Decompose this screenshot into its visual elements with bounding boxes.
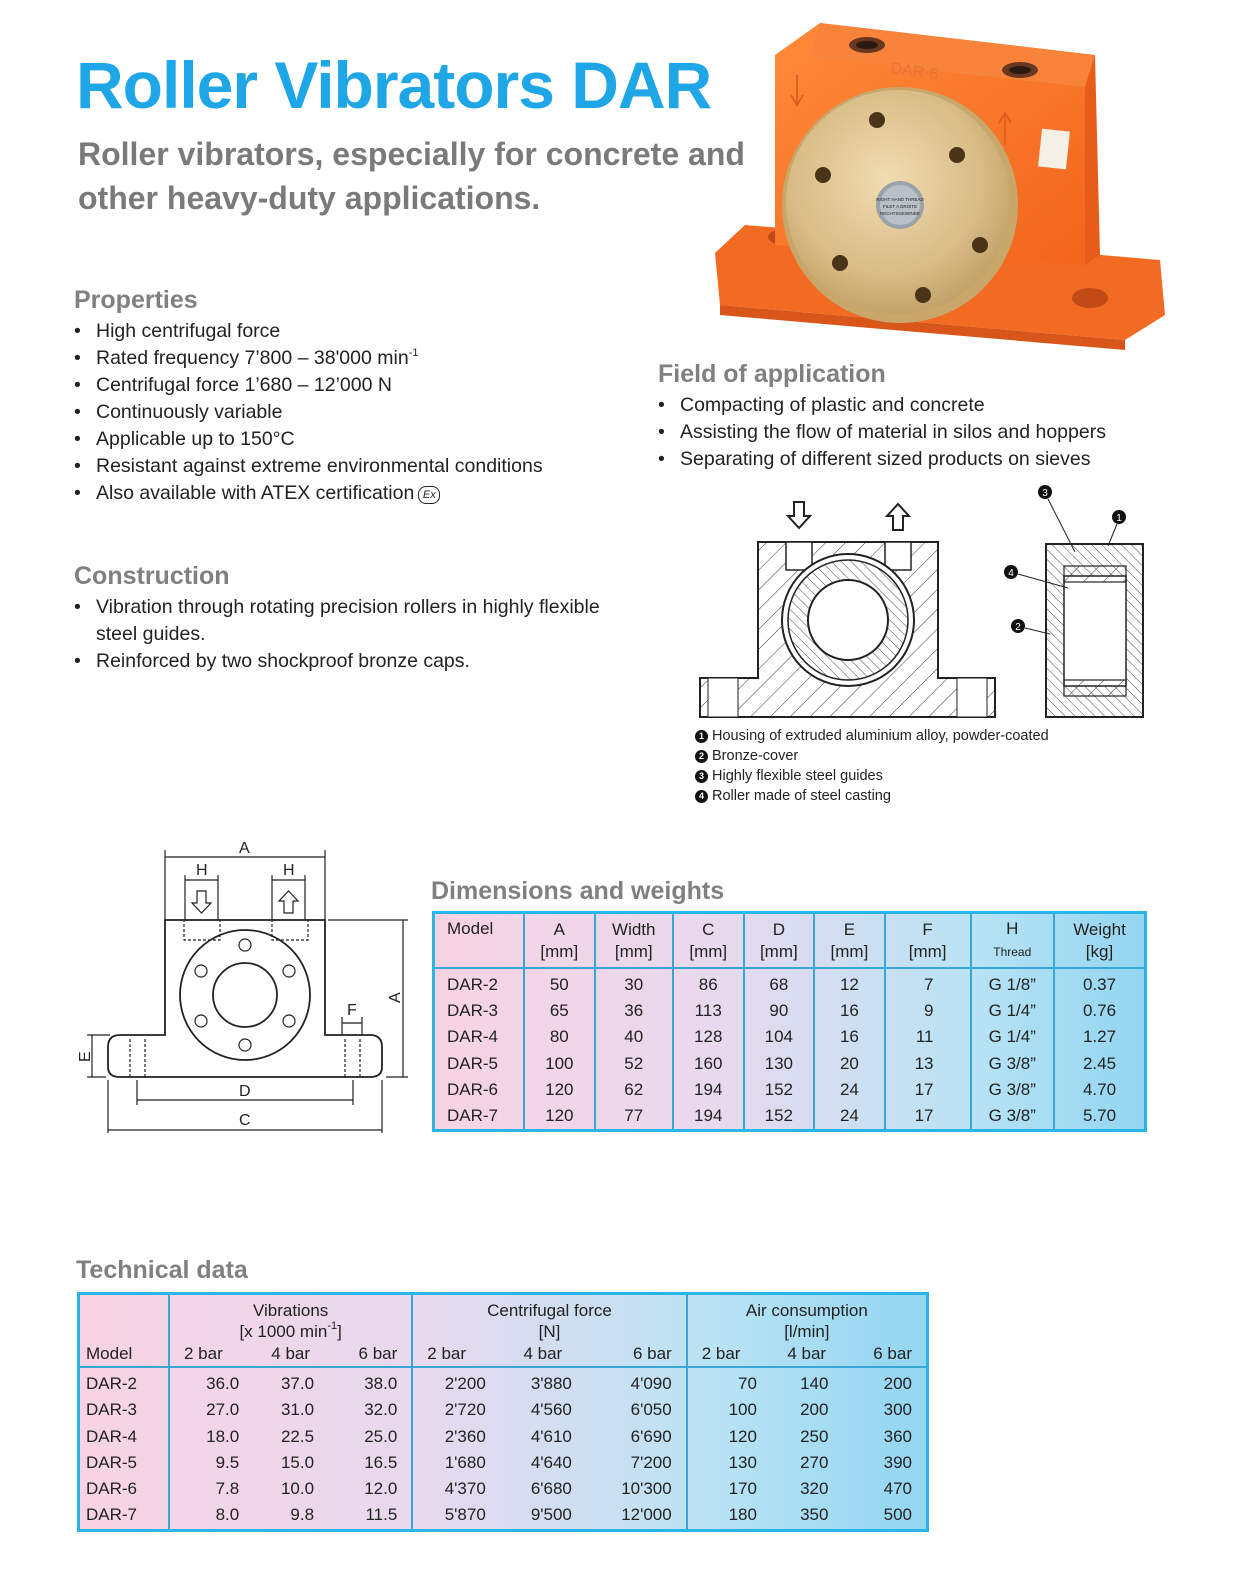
- col-pressure: 6 bar: [586, 1342, 687, 1367]
- table-cell: 130: [744, 1051, 815, 1077]
- label-e: E: [77, 1051, 94, 1062]
- table-cell: 120: [524, 1103, 595, 1131]
- list-item: • High centrifugal force: [74, 318, 634, 345]
- table-cell: 11: [885, 1024, 971, 1050]
- label-f: F: [347, 1002, 357, 1019]
- table-row: [79, 1424, 928, 1450]
- table-cell: 130: [728, 1452, 757, 1472]
- svg-text:1: 1: [1116, 513, 1122, 524]
- list-item: • Applicable up to 150°C: [74, 426, 634, 453]
- list-item: • Also available with ATEX certification Ex: [74, 480, 634, 507]
- table-cell: 90: [744, 998, 815, 1024]
- table-cell: 160: [673, 1051, 744, 1077]
- frequency-superscript: -1: [408, 347, 419, 359]
- table-cell: G 1/4”: [971, 1024, 1055, 1050]
- table-cell: 1'680: [444, 1452, 486, 1472]
- table-cell: 12: [814, 968, 885, 998]
- table-cell: DAR-5: [434, 1051, 525, 1077]
- col-pressure: 2 bar: [687, 1342, 771, 1367]
- page-subtitle: Roller vibrators, especially for concrete and other heavy-duty applications.: [78, 136, 745, 216]
- table-cell: 360: [883, 1426, 912, 1446]
- table-cell: 350: [800, 1505, 829, 1525]
- table-cell: 62: [595, 1077, 673, 1103]
- table-cell: 7'200: [586, 1450, 687, 1476]
- dimensions-table: [432, 911, 1147, 1132]
- table-cell: 113: [673, 998, 744, 1024]
- technical-heading: Technical data: [76, 1256, 248, 1284]
- table-cell: 25.0: [328, 1424, 412, 1450]
- table-row: [434, 1024, 1146, 1050]
- table-cell: 180: [728, 1505, 757, 1525]
- table-cell: 8.0: [215, 1505, 240, 1525]
- construction-list: [74, 594, 634, 675]
- table-cell: 2'720: [444, 1400, 486, 1420]
- field-of-application-section: [658, 359, 1218, 473]
- table-cell: 7.8: [215, 1479, 240, 1499]
- table-cell: 4'370: [444, 1479, 486, 1499]
- table-row: [79, 1450, 928, 1476]
- table-cell: 100: [728, 1400, 757, 1420]
- properties-section: [74, 285, 634, 507]
- group-centrifugal-force: Centrifugal force [N]: [412, 1294, 686, 1343]
- cross-section-drawing: [690, 480, 1160, 725]
- table-cell: 320: [800, 1479, 829, 1499]
- table-cell: 152: [744, 1077, 815, 1103]
- table-cell: DAR-4: [434, 1024, 525, 1050]
- table-cell: 1.27: [1082, 1027, 1117, 1047]
- table-cell: G 3/8”: [971, 1077, 1055, 1103]
- product-photo: [705, 15, 1185, 360]
- list-item: • Vibration through rotating precision rollers in highly flexible steel guides.: [74, 594, 616, 648]
- table-cell: 24: [814, 1103, 885, 1131]
- table-cell: 65: [524, 998, 595, 1024]
- table-cell: 24: [814, 1077, 885, 1103]
- table-cell: 22.5: [280, 1426, 315, 1446]
- table-cell: 152: [744, 1103, 815, 1131]
- table-cell: 27.0: [206, 1400, 240, 1420]
- table-cell: 40: [595, 1024, 673, 1050]
- table-cell: 120: [728, 1426, 757, 1446]
- table-cell: 52: [595, 1051, 673, 1077]
- table-cell: G 3/8”: [971, 1103, 1055, 1131]
- table-cell: 32.0: [328, 1397, 412, 1423]
- field-list: [658, 392, 1218, 473]
- atex-ex-icon: Ex: [418, 486, 440, 504]
- label-a-top: A: [239, 840, 250, 857]
- table-cell: G 1/4”: [971, 998, 1055, 1024]
- table-cell: 390: [883, 1452, 912, 1472]
- col-h: H Thread: [971, 913, 1055, 969]
- table-cell: 140: [800, 1374, 829, 1393]
- cap-label-3: RECHTSGEWINDE: [879, 211, 921, 216]
- list-item: • Reinforced by two shockproof bronze caps.: [74, 648, 634, 675]
- legend-item: 4 Roller made of steel casting: [695, 786, 1115, 806]
- table-cell: 4'610: [530, 1426, 572, 1446]
- col-width: Width [mm]: [595, 913, 673, 969]
- table-cell: 5.70: [1082, 1106, 1117, 1126]
- cap-label-2: FILET A DROITE: [882, 204, 918, 209]
- table-cell: 270: [800, 1452, 829, 1472]
- table-cell: 300: [883, 1400, 912, 1420]
- table-cell: 30: [595, 968, 673, 998]
- table-cell: 120: [524, 1077, 595, 1103]
- list-item: • Separating of different sized products on sieves: [658, 446, 1218, 473]
- table-cell: 16.5: [328, 1450, 412, 1476]
- table-row: [434, 968, 1146, 998]
- col-pressure: 6 bar: [328, 1342, 412, 1367]
- construction-section: [74, 561, 634, 675]
- table-cell: 6'690: [586, 1424, 687, 1450]
- table-cell: 17: [885, 1077, 971, 1103]
- label-c: C: [239, 1112, 251, 1129]
- table-cell: 2'360: [444, 1426, 486, 1446]
- table-cell: 6'680: [530, 1479, 572, 1499]
- drawing-legend: [695, 726, 1115, 806]
- table-cell: 36.0: [206, 1374, 240, 1393]
- table-cell: 18.0: [206, 1426, 240, 1446]
- table-cell: 104: [744, 1024, 815, 1050]
- table-cell: DAR-7: [79, 1502, 170, 1530]
- table-cell: 4'640: [530, 1452, 572, 1472]
- table-cell: DAR-7: [434, 1103, 525, 1131]
- table-cell: 128: [673, 1024, 744, 1050]
- table-cell: DAR-3: [79, 1397, 170, 1423]
- table-cell: 200: [883, 1374, 912, 1393]
- table-cell: DAR-6: [434, 1077, 525, 1103]
- table-row: [79, 1476, 928, 1502]
- table-cell: 2.45: [1082, 1053, 1117, 1073]
- col-weight: Weight [kg]: [1054, 913, 1146, 969]
- technical-table: [77, 1292, 929, 1532]
- col-model: Model: [434, 913, 525, 969]
- table-cell: 17: [885, 1103, 971, 1131]
- table-cell: 9.8: [290, 1505, 315, 1525]
- col-c: C [mm]: [673, 913, 744, 969]
- group-vibrations: Vibrations [x 1000 $\min^{-1}$]: [169, 1294, 412, 1343]
- col-model: Model: [79, 1342, 170, 1367]
- page-title: Roller Vibrators DAR: [76, 48, 712, 122]
- list-item: • Assisting the flow of material in silos and hoppers: [658, 419, 1218, 446]
- table-cell: 6'050: [586, 1397, 687, 1423]
- table-cell: 170: [728, 1479, 757, 1499]
- table-cell: 3'880: [530, 1374, 572, 1393]
- table-cell: 4'560: [530, 1400, 572, 1420]
- table-cell: 15.0: [280, 1452, 315, 1472]
- legend-item: 1 Housing of extruded aluminium alloy, powder-coated: [695, 726, 1115, 746]
- label-h-left: H: [196, 862, 208, 879]
- table-cell: 9.5: [215, 1452, 240, 1472]
- table-cell: 194: [673, 1103, 744, 1131]
- table-cell: 500: [883, 1505, 912, 1525]
- table-cell: 194: [673, 1077, 744, 1103]
- table-cell: DAR-4: [79, 1424, 170, 1450]
- legend-item: 2 Bronze-cover: [695, 746, 1115, 766]
- svg-text:4: 4: [1008, 568, 1014, 579]
- col-a: A [mm]: [524, 913, 595, 969]
- group-air-consumption: Air consumption [l/min]: [745, 1301, 868, 1341]
- table-cell: 4'090: [586, 1367, 687, 1397]
- callout-1: [1108, 510, 1126, 546]
- table-cell: 50: [524, 968, 595, 998]
- table-row: [434, 998, 1146, 1024]
- construction-heading: Construction: [74, 562, 230, 590]
- col-e: E [mm]: [814, 913, 885, 969]
- table-cell: 16: [814, 998, 885, 1024]
- col-pressure: 4 bar: [500, 1342, 586, 1367]
- label-d: D: [239, 1083, 251, 1100]
- table-cell: 2'200: [444, 1374, 486, 1393]
- table-cell: DAR-2: [434, 968, 525, 998]
- table-cell: 0.76: [1082, 1001, 1117, 1021]
- table-cell: 68: [744, 968, 815, 998]
- down-arrow-icon: [788, 502, 810, 528]
- table-cell: 250: [800, 1426, 829, 1446]
- list-item: • Centrifugal force 1’680 – 12’000 N: [74, 372, 634, 399]
- table-cell: DAR-5: [79, 1450, 170, 1476]
- dimension-drawing: [70, 835, 415, 1135]
- table-cell: 77: [595, 1103, 673, 1131]
- table-row: [79, 1502, 928, 1530]
- table-cell: 20: [814, 1051, 885, 1077]
- col-d: D [mm]: [744, 913, 815, 969]
- table-cell: G 3/8”: [971, 1051, 1055, 1077]
- properties-list: [74, 318, 634, 507]
- dimensions-heading: Dimensions and weights: [431, 877, 725, 905]
- table-cell: 13: [885, 1051, 971, 1077]
- label-a-side: A: [387, 992, 404, 1003]
- table-cell: G 1/8”: [971, 968, 1055, 998]
- col-pressure: 4 bar: [771, 1342, 843, 1367]
- table-row: [434, 1077, 1146, 1103]
- table-cell: 80: [524, 1024, 595, 1050]
- table-cell: 38.0: [328, 1367, 412, 1397]
- table-cell: 0.37: [1082, 975, 1117, 994]
- callout-3: [1038, 485, 1075, 552]
- label-h-right: H: [283, 862, 295, 879]
- col-pressure: 2 bar: [412, 1342, 500, 1367]
- callout-2: [1011, 619, 1050, 634]
- table-cell: 10.0: [280, 1479, 315, 1499]
- table-row: [79, 1397, 928, 1423]
- table-cell: 36: [595, 998, 673, 1024]
- list-item: • Compacting of plastic and concrete: [658, 392, 1218, 419]
- col-pressure: 6 bar: [842, 1342, 927, 1367]
- table-cell: 5'870: [444, 1505, 486, 1525]
- up-arrow-icon: [887, 504, 909, 530]
- legend-item: 3 Highly flexible steel guides: [695, 766, 1115, 786]
- table-cell: 9'500: [530, 1505, 572, 1525]
- col-f: F [mm]: [885, 913, 971, 969]
- table-cell: 70: [738, 1374, 757, 1393]
- table-cell: DAR-6: [79, 1476, 170, 1502]
- table-cell: 200: [800, 1400, 829, 1420]
- list-item: • Rated frequency 7’800 – 38'000 $\min^{-1}$: [74, 345, 634, 372]
- table-cell: 12'000: [586, 1502, 687, 1530]
- table-cell: 4.70: [1082, 1079, 1117, 1099]
- field-heading: Field of application: [658, 360, 886, 388]
- table-cell: DAR-2: [79, 1367, 170, 1397]
- col-pressure: 4 bar: [253, 1342, 328, 1367]
- table-cell: 10'300: [586, 1476, 687, 1502]
- cap-label-1: RIGHT HAND THREAD: [876, 197, 924, 202]
- table-cell: 11.5: [328, 1502, 412, 1530]
- list-item: • Continuously variable: [74, 399, 634, 426]
- table-row: [79, 1367, 928, 1397]
- table-row: [434, 1051, 1146, 1077]
- table-cell: 9: [885, 998, 971, 1024]
- table-cell: 470: [883, 1479, 912, 1499]
- table-cell: 31.0: [280, 1400, 315, 1420]
- table-cell: 16: [814, 1024, 885, 1050]
- table-cell: 37.0: [280, 1374, 315, 1393]
- properties-heading: Properties: [74, 286, 198, 314]
- table-row: [434, 1103, 1146, 1131]
- table-cell: 12.0: [328, 1476, 412, 1502]
- table-cell: 86: [673, 968, 744, 998]
- photo-model-label: DAR-6: [889, 60, 940, 84]
- table-cell: 100: [524, 1051, 595, 1077]
- svg-text:2: 2: [1015, 622, 1021, 633]
- col-pressure: 2 bar: [169, 1342, 253, 1367]
- list-item: • Resistant against extreme environmental conditions: [74, 453, 634, 480]
- svg-text:3: 3: [1042, 488, 1048, 499]
- table-cell: DAR-3: [434, 998, 525, 1024]
- table-cell: 7: [885, 968, 971, 998]
